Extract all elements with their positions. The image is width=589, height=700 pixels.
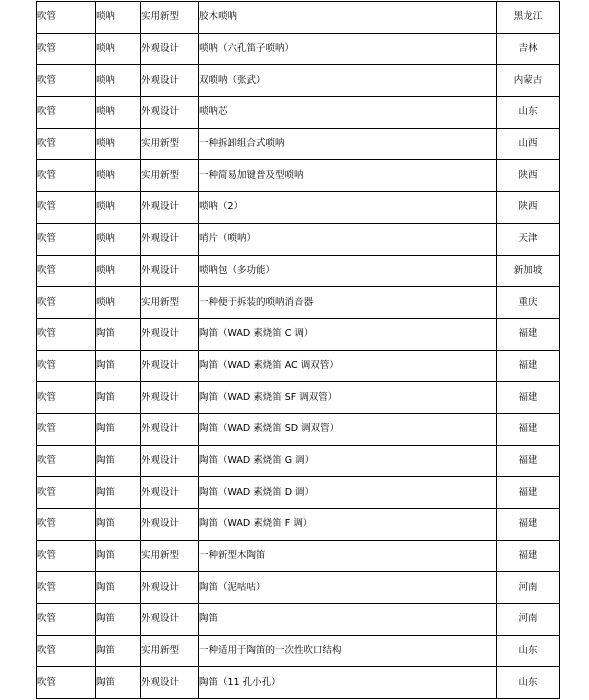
instrument-cell: 唢呐 [96,287,141,319]
category-cell: 吹管 [37,350,96,382]
region-cell: 山东 [497,667,560,699]
patent-type-cell: 外观设计 [141,97,199,129]
region-cell: 福建 [497,413,560,445]
instrument-cell: 唢呐 [96,160,141,192]
patent-table-body [37,2,560,699]
instrument-cell: 唢呐 [96,33,141,65]
patent-type-cell: 外观设计 [141,350,199,382]
patent-type-cell: 外观设计 [141,33,199,65]
patent-name-cell: 一种拆卸组合式唢呐 [199,128,497,160]
patent-name-cell: 陶笛（WAD 素烧笛 D 调） [199,477,497,509]
patent-type-cell: 外观设计 [141,604,199,636]
patent-type-cell: 实用新型 [141,635,199,667]
patent-type-cell: 外观设计 [141,667,199,699]
patent-type-cell: 外观设计 [141,65,199,97]
patent-name-cell: 胶木唢呐 [199,2,497,34]
patent-name-cell: 唢呐包（多功能） [199,255,497,287]
table-row [37,97,560,129]
instrument-cell: 陶笛 [96,635,141,667]
table-row [37,604,560,636]
table-row [37,477,560,509]
patent-name-cell: 陶笛（WAD 素烧笛 F 调） [199,509,497,541]
category-cell: 吹管 [37,223,96,255]
patent-name-cell: 陶笛（WAD 素烧笛 C 调） [199,318,497,350]
patent-type-cell: 外观设计 [141,318,199,350]
table-row [37,318,560,350]
category-cell: 吹管 [37,287,96,319]
patent-type-cell: 外观设计 [141,413,199,445]
patent-name-cell: 陶笛 [199,604,497,636]
table-row [37,2,560,34]
category-cell: 吹管 [37,192,96,224]
category-cell: 吹管 [37,604,96,636]
patent-name-cell: 一种新型木陶笛 [199,540,497,572]
patent-type-cell: 外观设计 [141,509,199,541]
patent-name-cell: 陶笛（WAD 素烧笛 AC 调双管） [199,350,497,382]
patent-table [36,1,560,699]
table-row [37,540,560,572]
table-row [37,667,560,699]
patent-type-cell: 外观设计 [141,192,199,224]
category-cell: 吹管 [37,128,96,160]
table-row [37,33,560,65]
instrument-cell: 陶笛 [96,509,141,541]
patent-name-cell: 一种简易加键普及型唢呐 [199,160,497,192]
table-row [37,572,560,604]
category-cell: 吹管 [37,255,96,287]
instrument-cell: 陶笛 [96,350,141,382]
region-cell: 内蒙古 [497,65,560,97]
category-cell: 吹管 [37,540,96,572]
region-cell: 吉林 [497,33,560,65]
table-row [37,128,560,160]
region-cell: 福建 [497,350,560,382]
category-cell: 吹管 [37,65,96,97]
patent-type-cell: 外观设计 [141,445,199,477]
patent-type-cell: 外观设计 [141,572,199,604]
patent-name-cell: 一种适用于陶笛的一次性吹口结构 [199,635,497,667]
category-cell: 吹管 [37,413,96,445]
category-cell: 吹管 [37,477,96,509]
instrument-cell: 陶笛 [96,477,141,509]
instrument-cell: 陶笛 [96,540,141,572]
patent-name-cell: 唢呐（六孔笛子唢呐） [199,33,497,65]
instrument-cell: 唢呐 [96,255,141,287]
table-row [37,255,560,287]
region-cell: 陕西 [497,160,560,192]
instrument-cell: 陶笛 [96,445,141,477]
table-row [37,413,560,445]
region-cell: 福建 [497,318,560,350]
region-cell: 山西 [497,128,560,160]
patent-name-cell: 唢呐（2） [199,192,497,224]
table-row [37,287,560,319]
instrument-cell: 唢呐 [96,223,141,255]
region-cell: 福建 [497,445,560,477]
patent-name-cell: 双唢呐（张武） [199,65,497,97]
category-cell: 吹管 [37,160,96,192]
table-row [37,223,560,255]
region-cell: 山东 [497,635,560,667]
table-row [37,65,560,97]
patent-type-cell: 实用新型 [141,128,199,160]
region-cell: 黑龙江 [497,2,560,34]
patent-name-cell: 陶笛（WAD 素烧笛 G 调） [199,445,497,477]
patent-name-cell: 陶笛（泥咕咕） [199,572,497,604]
category-cell: 吹管 [37,667,96,699]
category-cell: 吹管 [37,2,96,34]
instrument-cell: 陶笛 [96,413,141,445]
instrument-cell: 唢呐 [96,65,141,97]
instrument-cell: 唢呐 [96,128,141,160]
category-cell: 吹管 [37,635,96,667]
patent-type-cell: 实用新型 [141,540,199,572]
region-cell: 福建 [497,540,560,572]
patent-name-cell: 唢呐芯 [199,97,497,129]
table-row [37,509,560,541]
table-row [37,350,560,382]
category-cell: 吹管 [37,445,96,477]
region-cell: 山东 [497,97,560,129]
instrument-cell: 唢呐 [96,2,141,34]
category-cell: 吹管 [37,382,96,414]
region-cell: 新加坡 [497,255,560,287]
patent-name-cell: 一种便于拆装的唢呐消音器 [199,287,497,319]
instrument-cell: 唢呐 [96,192,141,224]
patent-type-cell: 实用新型 [141,2,199,34]
patent-type-cell: 实用新型 [141,160,199,192]
instrument-cell: 唢呐 [96,97,141,129]
instrument-cell: 陶笛 [96,604,141,636]
table-row [37,635,560,667]
patent-type-cell: 外观设计 [141,255,199,287]
table-row [37,192,560,224]
patent-name-cell: 陶笛（WAD 素烧笛 SF 调双管） [199,382,497,414]
region-cell: 陕西 [497,192,560,224]
category-cell: 吹管 [37,509,96,541]
table-row [37,382,560,414]
region-cell: 河南 [497,604,560,636]
category-cell: 吹管 [37,572,96,604]
region-cell: 福建 [497,509,560,541]
patent-type-cell: 外观设计 [141,223,199,255]
instrument-cell: 陶笛 [96,667,141,699]
table-row [37,445,560,477]
region-cell: 福建 [497,382,560,414]
patent-type-cell: 实用新型 [141,287,199,319]
category-cell: 吹管 [37,318,96,350]
instrument-cell: 陶笛 [96,318,141,350]
patent-name-cell: 陶笛（11 孔小孔） [199,667,497,699]
region-cell: 福建 [497,477,560,509]
instrument-cell: 陶笛 [96,572,141,604]
patent-name-cell: 陶笛（WAD 素烧笛 SD 调双管） [199,413,497,445]
category-cell: 吹管 [37,97,96,129]
category-cell: 吹管 [37,33,96,65]
instrument-cell: 陶笛 [96,382,141,414]
patent-name-cell: 哨片（唢呐） [199,223,497,255]
region-cell: 河南 [497,572,560,604]
region-cell: 天津 [497,223,560,255]
table-row [37,160,560,192]
patent-type-cell: 外观设计 [141,382,199,414]
region-cell: 重庆 [497,287,560,319]
patent-type-cell: 外观设计 [141,477,199,509]
